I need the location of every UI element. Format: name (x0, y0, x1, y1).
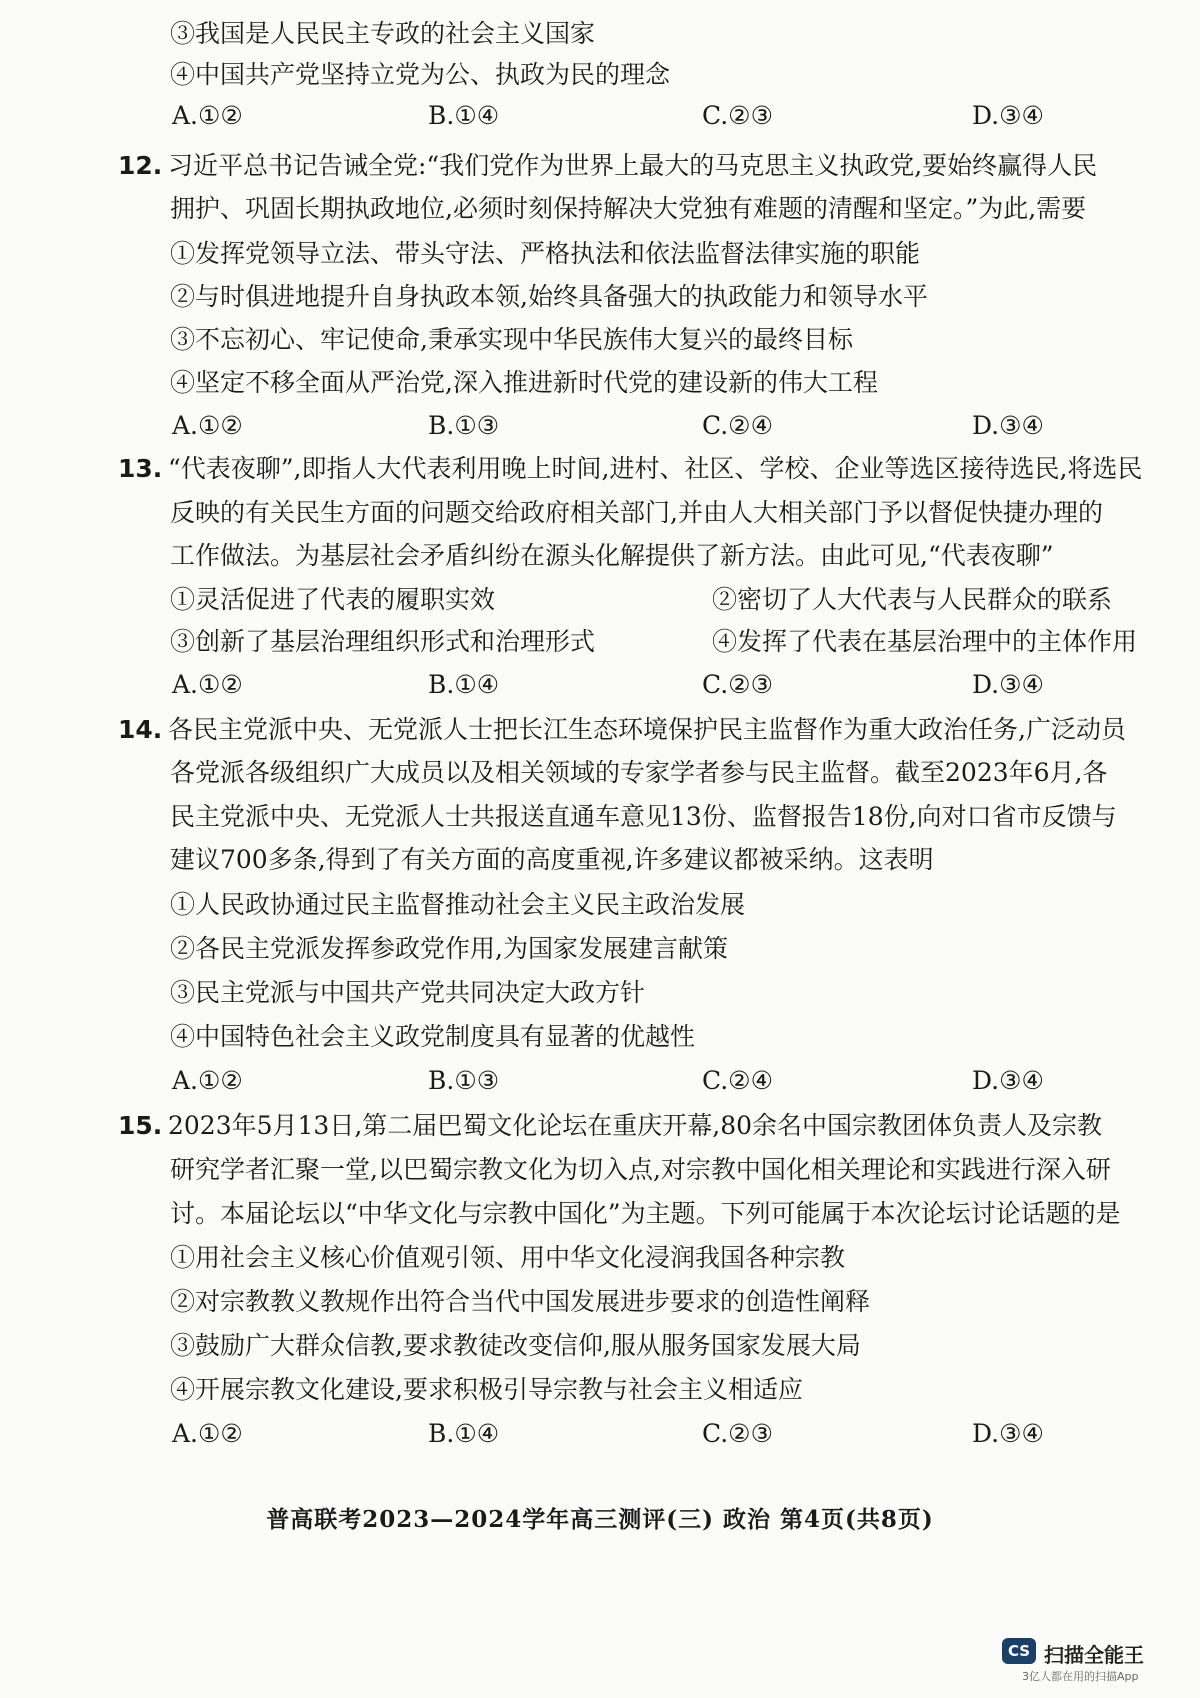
q15-option-2: ②对宗教教义教规作出符合当代中国发展进步要求的创造性阐释 (170, 1287, 871, 1316)
watermark-app-name: 扫描全能王 (1044, 1643, 1144, 1667)
q15-choice-c: C.②③ (702, 1419, 774, 1448)
q15-option-1: ①用社会主义核心价值观引领、用中华文化浸润我国各种宗教 (170, 1243, 846, 1272)
q13-stem-line-2: 反映的有关民生方面的问题交给政府相关部门,并由人大相关部门予以督促快捷办理的 (170, 498, 1103, 527)
q12-choice-c: C.②④ (702, 411, 774, 440)
q15-option-4: ④开展宗教文化建设,要求积极引导宗教与社会主义相适应 (170, 1375, 803, 1404)
q12-option-4: ④坚定不移全面从严治党,深入推进新时代党的建设新的伟大工程 (170, 368, 878, 397)
q14-stem-line-3: 民主党派中央、无党派人士共报送直通车意见13份、监督报告18份,向对口省市反馈与 (170, 802, 1117, 831)
q13-stem-line-1: “代表夜聊”,即指人大代表利用晚上时间,进村、社区、学校、企业等选区接待选民,将选民 (168, 454, 1143, 483)
q13-number: 13. (118, 454, 163, 483)
q12-stem-line-2: 拥护、巩固长期执政地位,必须时刻保持解决大党独有难题的清醒和坚定。”为此,需要 (170, 194, 1087, 223)
q14-choice-d: D.③④ (972, 1066, 1044, 1095)
q13-choices (172, 669, 1072, 701)
q11-choice-d: D.③④ (972, 101, 1044, 130)
q11-option-3: ③我国是人民民主专政的社会主义国家 (170, 19, 596, 48)
q12-number: 12. (118, 151, 163, 180)
q13-stem-line-3: 工作做法。为基层社会矛盾纠纷在源头化解提供了新方法。由此可见,“代表夜聊” (170, 541, 1054, 570)
q12-choice-a: A.①② (172, 411, 243, 440)
q14-option-4: ④中国特色社会主义政党制度具有显著的优越性 (170, 1022, 696, 1051)
q13-choice-c: C.②③ (702, 670, 774, 699)
q15-number: 15. (118, 1111, 163, 1140)
q12-option-2: ②与时俱进地提升自身执政本领,始终具备强大的执政能力和领导水平 (170, 282, 928, 311)
q11-choices (172, 100, 1072, 132)
q13-options-row-2 (170, 626, 1138, 658)
q11-choice-c: C.②③ (702, 101, 774, 130)
q11-choice-a: A.①② (172, 101, 243, 130)
q12-choice-d: D.③④ (972, 411, 1044, 440)
q14-choices (172, 1065, 1072, 1097)
q14-stem-line-1: 各民主党派中央、无党派人士把长江生态环境保护民主监督作为重大政治任务,广泛动员 (168, 715, 1126, 744)
q14-choice-c: C.②④ (702, 1066, 774, 1095)
q14-stem-line-2: 各党派各级组织广大成员以及相关领域的专家学者参与民主监督。截至2023年6月,各 (170, 758, 1108, 787)
watermark-tagline: 3亿人都在用的扫描App (1022, 1670, 1139, 1683)
q14-option-3: ③民主党派与中国共产党共同决定大政方针 (170, 978, 646, 1007)
q12-choice-b: B.①③ (428, 411, 500, 440)
scanner-watermark (1002, 1638, 1182, 1684)
q13-options-row-1 (170, 584, 1113, 616)
q13-option-1: ①灵活促进了代表的履职实效 (170, 585, 496, 614)
q13-option-2: ②密切了人大代表与人民群众的联系 (712, 585, 1113, 614)
q11-option-4: ④中国共产党坚持立党为公、执政为民的理念 (170, 60, 671, 89)
q13-choice-b: B.①④ (428, 670, 500, 699)
q14-number: 14. (118, 715, 163, 744)
q12-choices (172, 410, 1072, 442)
q12-option-1: ①发挥党领导立法、带头守法、严格执法和依法监督法律实施的职能 (170, 239, 921, 268)
q13-option-4: ④发挥了代表在基层治理中的主体作用 (712, 627, 1138, 656)
q15-choices (172, 1418, 1072, 1450)
q14-option-2: ②各民主党派发挥参政党作用,为国家发展建言献策 (170, 934, 728, 963)
cs-logo-icon: CS (1002, 1638, 1036, 1664)
q12-option-3: ③不忘初心、牢记使命,秉承实现中华民族伟大复兴的最终目标 (170, 325, 853, 354)
page-footer: 普高联考2023—2024学年高三测评(三) 政治 第4页(共8页) (266, 1506, 934, 1533)
q15-choice-a: A.①② (172, 1419, 243, 1448)
q15-stem-line-3: 讨。本届论坛以“中华文化与宗教中国化”为主题。下列可能属于本次论坛讨论话题的是 (170, 1199, 1121, 1228)
q15-choice-d: D.③④ (972, 1419, 1044, 1448)
q15-choice-b: B.①④ (428, 1419, 500, 1448)
q14-option-1: ①人民政协通过民主监督推动社会主义民主政治发展 (170, 890, 746, 919)
q15-option-3: ③鼓励广大群众信教,要求教徒改变信仰,服从服务国家发展大局 (170, 1331, 861, 1360)
q13-choice-d: D.③④ (972, 670, 1044, 699)
q15-stem-line-2: 研究学者汇聚一堂,以巴蜀宗教文化为切入点,对宗教中国化相关理论和实践进行深入研 (170, 1155, 1111, 1184)
q13-choice-a: A.①② (172, 670, 243, 699)
q14-choice-b: B.①③ (428, 1066, 500, 1095)
q14-stem-line-4: 建议700多条,得到了有关方面的高度重视,许多建议都被采纳。这表明 (170, 845, 934, 874)
q11-choice-b: B.①④ (428, 101, 500, 130)
q12-stem-line-1: 习近平总书记告诫全党:“我们党作为世界上最大的马克思主义执政党,要始终赢得人民 (168, 151, 1098, 180)
q13-option-3: ③创新了基层治理组织形式和治理形式 (170, 627, 596, 656)
q15-stem-line-1: 2023年5月13日,第二届巴蜀文化论坛在重庆开幕,80余名中国宗教团体负责人及宗教 (168, 1111, 1103, 1140)
q14-choice-a: A.①② (172, 1066, 243, 1095)
